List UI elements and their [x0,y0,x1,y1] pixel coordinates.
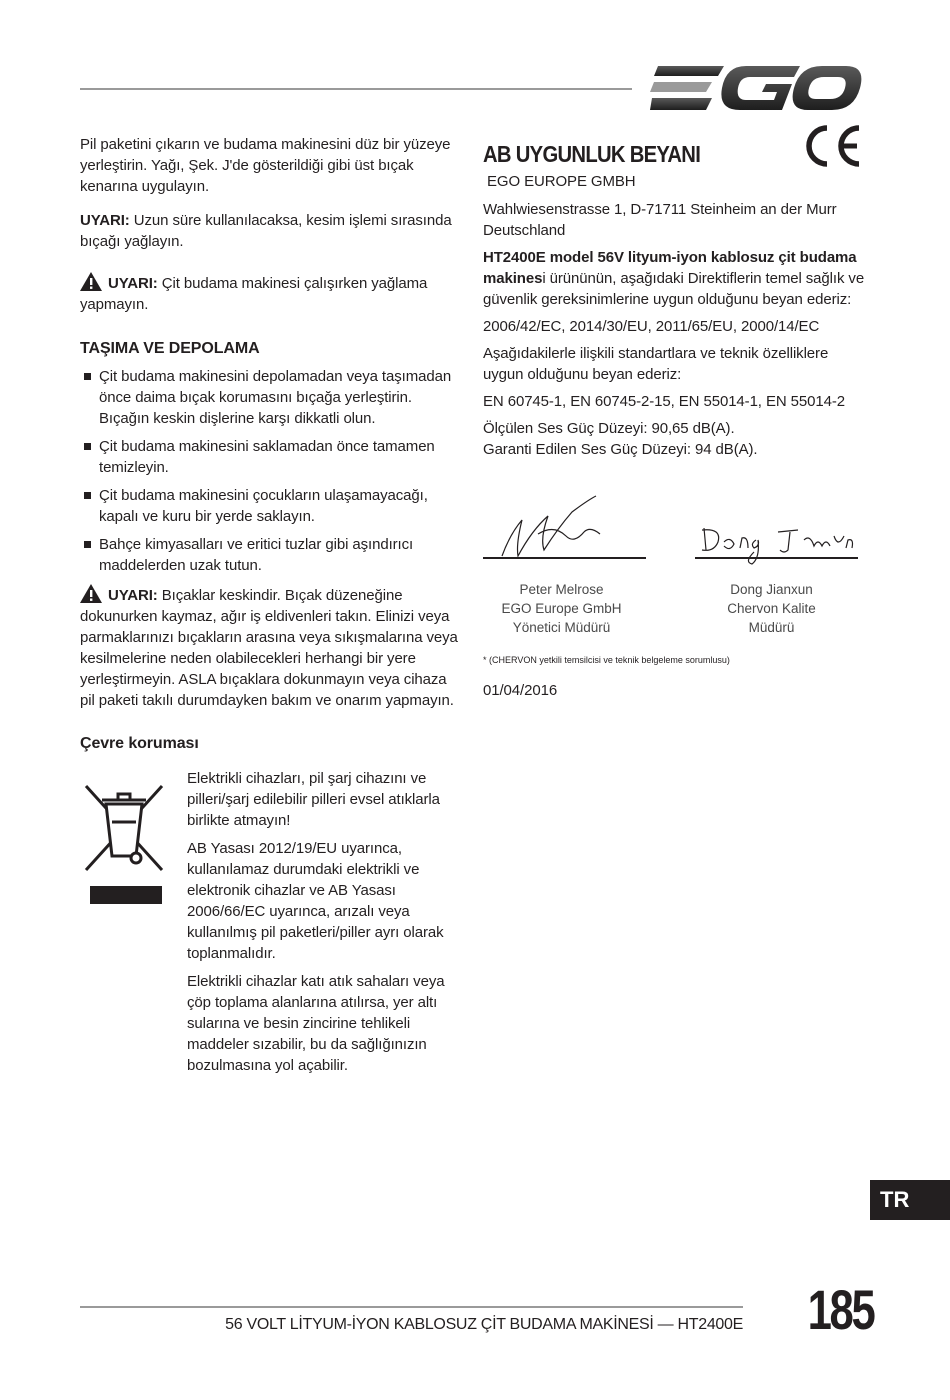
signature-line-1 [483,557,646,559]
signer-name: Peter Melrose [519,582,604,597]
language-tab: TR [870,1180,950,1220]
signer-role: Müdürü [748,620,795,635]
transport-bullet-list [80,366,462,576]
warning-text: Çit budama makinesi çalışırken yağlama yapmayın. [80,275,428,313]
signer-company: EGO Europe GmbH [501,601,622,616]
declaration-title: AB UYGUNLUK BEYANI [483,141,701,167]
list-item [80,534,462,576]
footer-rule [80,1306,743,1308]
environment-text [187,768,463,1076]
signer-company: Chervon Kalite [727,601,816,616]
declaration-date: 01/04/2016 [483,682,558,699]
warning-triangle-icon [80,272,102,291]
bullet-icon [84,443,91,450]
env-paragraph-3: Elektrikli cihazlar katı atık sahaları veya çöp toplama alanlarına atılırsa, yer altı sularına ve besin zincirine tehlikeli maddeler sızabilir, bu da sağlığınızın bozulmasına yol açabilir. [187,973,445,1074]
page-number: 185 [807,1278,874,1341]
warning-text: Bıçaklar keskindir. Bıçak düzeneğine dokunurken kaymaz, ağır iş eldivenleri takın. Elinizi veya parmaklarınızı bıçakların arasına veya sıkışmalarına veya kesilmelerine neden olabilecekleri herhangi bir yere yerleştirmeyin. ASLA bıçaklara dokunmayın veya cihaza pil paketi takılı durumdayken bakım ve onarım yapmayın. [80,587,458,709]
signer-2-block [690,580,853,637]
directives: 2006/42/EC, 2014/30/EU, 2011/65/EU, 2000/14/EC [483,318,820,335]
section-title-environment: Çevre koruması [80,735,199,752]
signer-1-block [480,580,643,637]
company-address: Wahlwiesenstrasse 1, D-71711 Steinheim an der Murr Deutschland [483,201,837,239]
noise-measured: Ölçülen Ses Güç Düzeyi: 90,65 dB(A). [483,420,735,437]
right-column [483,141,868,460]
section-title-transport: TAŞIMA VE DEPOLAMA [80,340,260,357]
footer-title: 56 VOLT LİTYUM-İYON KABLOSUZ ÇİT BUDAMA MAKİNESİ — HT2400E [225,1316,743,1333]
list-item-text: Bahçe kimyasalları ve eritici tuzlar gibi aşındırıcı maddelerden uzak tutun. [99,536,414,574]
warning-text: Uzun süre kullanılacaksa, kesim işlemi sırasında bıçağı yağlayın. [80,212,452,250]
model-declaration-text: i ürününün, aşağıdaki Direktiflerin temel sağlık ve güvenlik gereksinimlerine uygun olduğunu beyan ederiz: [483,270,865,308]
signer-role: Yönetici Müdürü [512,620,611,635]
model-declaration [483,247,868,310]
warning-label: UYARI: [80,212,130,229]
list-item-text: Çit budama makinesini çocukların ulaşamayacağı, kapalı ve kuru bir yerde saklayın. [99,487,428,525]
warning-label: UYARI: [108,587,158,604]
list-item [80,485,462,527]
signature-peter-melrose [488,494,608,560]
env-paragraph-2: AB Yasası 2012/19/EU uyarınca, kullanılamaz durumdaki elektrikli ve elektronik cihazlar ve AB Yasası 2006/66/EC uyarınca, arızalı veya kullanılmış pil paketleri/piller ayrı olarak toplanmalıdır. [187,840,444,962]
signature-line-2 [695,557,858,559]
env-paragraph-1: Elektrikli cihazları, pil şarj cihazını ve pilleri/şarj edilebilir pilleri evsel atıklarla birlikte atmayın! [187,770,440,829]
warning-sharp-blades [80,584,462,711]
standards-list: EN 60745-1, EN 60745-2-15, EN 55014-1, EN 55014-2 [483,393,845,410]
noise-guaranteed: Garanti Edilen Ses Güç Düzeyi: 94 dB(A). [483,441,758,458]
model-name: HT2400E model 56V lityum-iyon kablosuz çit budama makines [483,249,857,287]
list-item [80,436,462,478]
bullet-icon [84,541,91,548]
footnote: * (CHERVON yetkili temsilcisi ve teknik belgeleme sorumlusu) [483,655,730,665]
standards-intro: Aşağıdakilerle ilişkili standartlara ve teknik özelliklere uygun olduğunu beyan ederiz: [483,345,829,383]
intro-paragraph: Pil paketini çıkarın ve budama makinesini düz bir yüzeye yerleştirin. Yağı, Şek. J'de gösterildiği gibi üst bıçak kenarına uygulayın. [80,136,451,195]
ego-logo [650,62,862,114]
list-item-text: Çit budama makinesini depolamadan veya taşımadan önce daima bıçak korumasını bıçağa yerleştirin. Bıçağın keskin dişlerine karşı dikkatli olun. [99,368,452,427]
warning-oil-running [80,272,462,315]
warning-triangle-icon [80,584,102,603]
list-item [80,366,462,429]
warning-label: UYARI: [108,275,158,292]
left-column [80,134,462,754]
list-item-text: Çit budama makinesini saklamadan önce tamamen temizleyin. [99,438,435,476]
company-name: EGO EUROPE GMBH [487,173,636,190]
header-rule [80,88,632,90]
signer-name: Dong Jianxun [730,582,813,597]
bullet-icon [84,373,91,380]
crossed-out-bin-icon [82,782,166,908]
bullet-icon [84,492,91,499]
warning-oil-long-use [80,210,462,252]
signature-dong-jianxun [698,522,854,570]
